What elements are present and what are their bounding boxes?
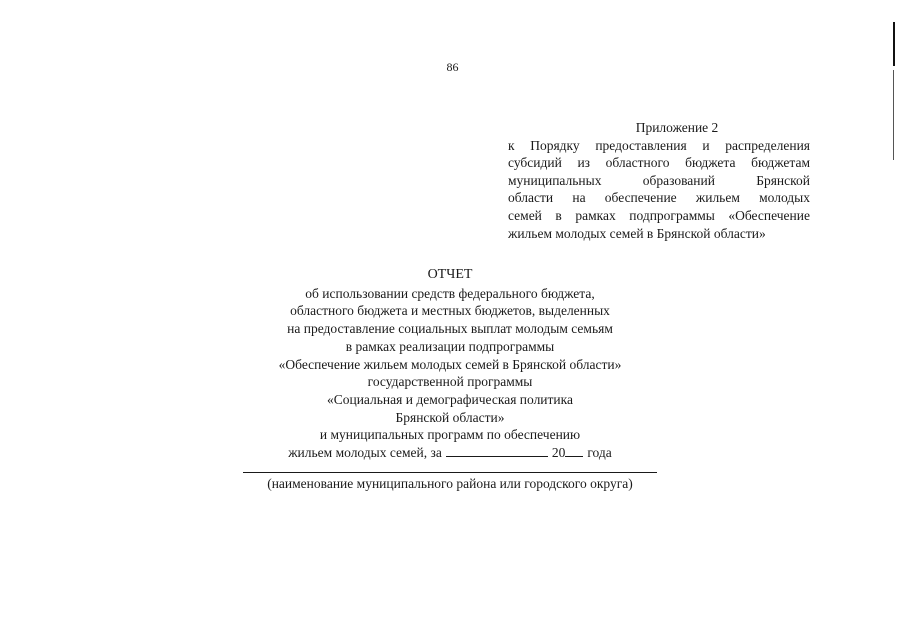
report-line: и муниципальных программ по обеспечению bbox=[319, 427, 581, 443]
report-title: ОТЧЕТ bbox=[427, 267, 473, 282]
appendix-title: Приложение 2 bbox=[635, 120, 719, 135]
year-blank[interactable] bbox=[565, 445, 583, 457]
report-line: на предоставление социальных выплат молодым семьям bbox=[287, 321, 613, 337]
report-period-line bbox=[190, 444, 710, 462]
appendix-line: субсидий из областного бюджета бюджетам bbox=[508, 155, 810, 171]
appendix-line: жильем молодых семей в Брянской области» bbox=[508, 225, 766, 241]
report-line: об использовании средств федерального бюджета, bbox=[305, 285, 595, 301]
period-suffix: года bbox=[587, 445, 612, 461]
appendix-line: области на обеспечение жильем молодых bbox=[508, 190, 810, 206]
report-line: «Социальная и демографическая политика bbox=[326, 391, 574, 407]
scan-edge-mark bbox=[893, 70, 894, 160]
appendix-line: муниципальных образований Брянской bbox=[508, 172, 810, 188]
report-block bbox=[190, 266, 710, 462]
period-prefix: жильем молодых семей, за bbox=[288, 445, 442, 461]
appendix-block bbox=[508, 119, 810, 242]
appendix-line: к Порядку предоставления и распределения bbox=[508, 137, 810, 153]
report-line: в рамках реализации подпрограммы bbox=[345, 338, 555, 354]
appendix-line: семей в рамках подпрограммы «Обеспечение bbox=[508, 207, 810, 223]
municipality-caption: (наименование муниципального района или городского округа) bbox=[267, 476, 633, 491]
report-line: «Обеспечение жильем молодых семей в Брянской области» bbox=[278, 356, 622, 372]
period-blank[interactable] bbox=[446, 445, 548, 457]
report-line: областного бюджета и местных бюджетов, выделенных bbox=[290, 303, 610, 319]
report-line: Брянской области» bbox=[395, 409, 505, 425]
page-number: 86 bbox=[446, 60, 459, 74]
municipality-name-rule[interactable] bbox=[243, 472, 657, 473]
scan-edge-mark bbox=[893, 22, 895, 66]
year-prefix: 20 bbox=[551, 445, 566, 461]
report-line: государственной программы bbox=[367, 374, 533, 390]
